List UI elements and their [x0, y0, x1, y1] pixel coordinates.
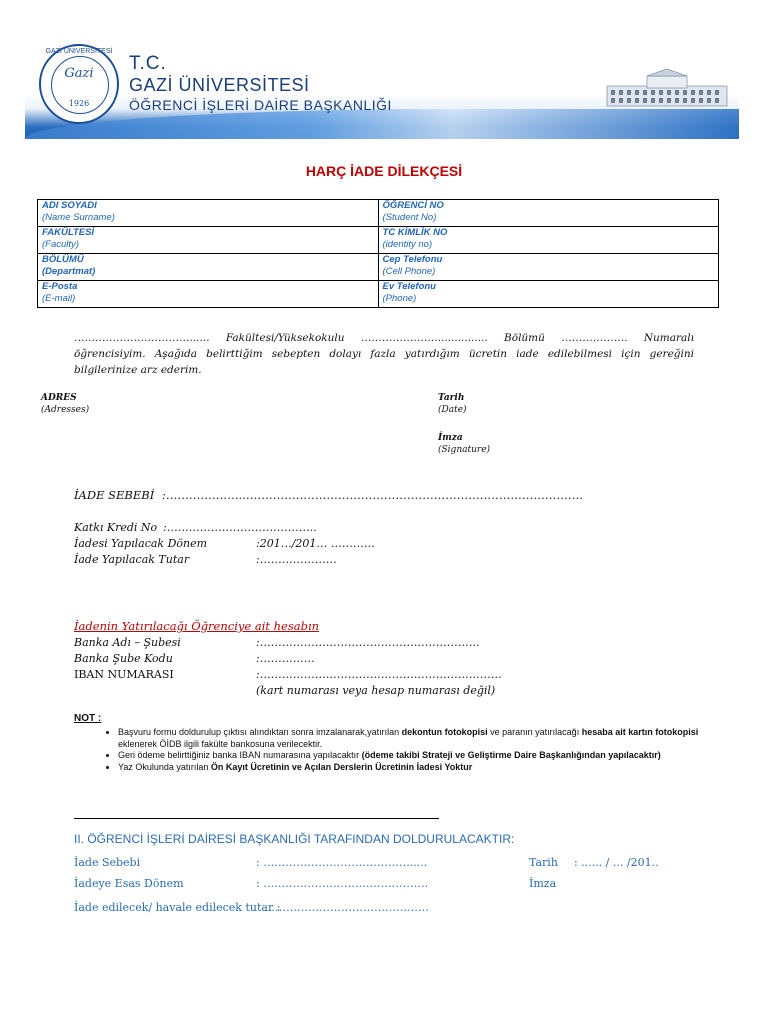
- list-item: [118, 762, 728, 774]
- header-banner: [25, 38, 739, 139]
- header-swoosh: [25, 109, 739, 139]
- s2-date-input[interactable]: : ...... / ... /201..: [574, 856, 659, 869]
- request-paragraph: ……………………………...... Fakültesi/Yüksekokulu …………………................ Bölümü ………………. Numaralı öğrencisiyim. Aşağıda belirttiğim sebepten dolayı fazla yatırdığım ücretin iade edilebilmesi için gereğini bilgilerinize arz ederim.: [74, 332, 694, 376]
- bank-code-input[interactable]: :……………: [256, 652, 315, 665]
- period-row: [74, 537, 375, 550]
- refund-reason-row: [74, 488, 583, 502]
- field-label: ADI SOYADI: [42, 200, 97, 211]
- note-text: Geri ödeme belirttiğiniz banka IBAN numarasına yapılacaktır: [118, 750, 362, 760]
- field-label: Cep Telefonu: [382, 254, 443, 265]
- date-block: [438, 392, 467, 416]
- cell-phone-field[interactable]: [378, 254, 719, 281]
- header-university: GAZİ ÜNİVERSİTESİ: [129, 75, 310, 95]
- field-label: ÖĞRENCİ NO: [382, 200, 444, 211]
- s2-period-label: İadeye Esas Dönem: [74, 877, 184, 890]
- field-label: FAKÜLTESİ: [42, 227, 95, 238]
- note-bold: hesaba ait kartın fotokopisi: [581, 727, 699, 737]
- date-sublabel: (Date): [438, 405, 467, 415]
- header-department: ÖĞRENCİ İŞLERİ DAİRE BAŞKANLIĞI: [129, 97, 392, 113]
- note-text: ve paranın yatırılacağı: [487, 727, 582, 737]
- table-row: [38, 281, 719, 308]
- identity-no-field[interactable]: [378, 227, 719, 254]
- field-sublabel: (Cell Phone): [382, 266, 436, 277]
- field-label: BÖLÜMÜ: [42, 254, 84, 265]
- note-bold: (ödeme takibi Strateji ve Geliştirme Daire Başkanlığından yapılacaktır): [361, 750, 661, 760]
- iban-label: IBAN NUMARASI: [74, 668, 174, 681]
- s2-sign-label: İmza: [529, 877, 557, 890]
- s2-reason-label: İade Sebebi: [74, 856, 141, 869]
- katki-label: Katkı Kredi No: [74, 521, 158, 534]
- field-sublabel: (Name Surname): [42, 212, 115, 223]
- s2-reason-input[interactable]: : …………………………………......: [256, 856, 428, 869]
- bank-code-label: Banka Şube Kodu: [74, 652, 173, 665]
- notes-label: NOT :: [74, 713, 102, 724]
- address-label: ADRES: [41, 393, 77, 403]
- faculty-field[interactable]: [38, 227, 379, 254]
- student-info-table: [37, 199, 719, 308]
- section-divider: [74, 818, 439, 819]
- table-row: [38, 227, 719, 254]
- refund-reason-label: İADE SEBEBİ: [74, 488, 155, 502]
- logo-year: 1926: [68, 99, 90, 108]
- department-field[interactable]: [38, 254, 379, 281]
- home-phone-field[interactable]: [378, 281, 719, 308]
- period-label: İadesi Yapılacak Dönem: [74, 537, 208, 550]
- field-sublabel: (identity no): [382, 239, 433, 250]
- signature-block: [438, 432, 490, 456]
- header-tc: T.C.: [129, 53, 167, 74]
- student-no-field[interactable]: [378, 200, 719, 227]
- iban-input[interactable]: :…………………………………………………………: [256, 668, 502, 681]
- amount-label: İade Yapılacak Tutar: [74, 553, 190, 566]
- katki-row: [74, 521, 317, 534]
- note-text: Başvuru formu doldurulup çıktısı alındıktan sonra imzalanarak,yatırılan: [118, 727, 402, 737]
- field-label: Ev Telefonu: [382, 281, 436, 292]
- page-title: HARÇ İADE DİLEKÇESİ: [305, 163, 463, 179]
- table-row: [38, 254, 719, 281]
- list-item: [118, 727, 728, 750]
- notes-list: [92, 727, 728, 773]
- building-illustration: [603, 68, 731, 110]
- bank-code-row: [74, 652, 315, 665]
- logo-monogram: Gazi: [64, 66, 94, 81]
- note-text: eklenerek ÖİDB ilgili fakülte bankosuna verilecektir.: [118, 738, 323, 749]
- table-row: [38, 200, 719, 227]
- bank-name-label: Banka Adı – Şubesi: [74, 636, 181, 649]
- amount-input[interactable]: :…………………: [256, 553, 337, 566]
- list-item: [118, 750, 728, 762]
- field-label: E-Posta: [42, 281, 78, 292]
- date-label: Tarih: [438, 393, 465, 403]
- note-text: Yaz Okulunda yatırılan: [118, 761, 211, 772]
- signature-label: İmza: [438, 433, 463, 443]
- s2-date-label: Tarih: [529, 856, 558, 869]
- email-field[interactable]: [38, 281, 379, 308]
- bank-name-row: [74, 636, 480, 649]
- s2-amount-label: İade edilecek/ havale edilecek tutar :: [74, 901, 281, 914]
- iban-row: [74, 668, 502, 681]
- s2-amount-input[interactable]: ………………………………………: [264, 901, 429, 914]
- field-label: TC KİMLİK NO: [382, 227, 448, 238]
- refund-reason-input[interactable]: :………………...…………………………………………………………………………….: [162, 488, 583, 502]
- field-sublabel: (Student No): [382, 212, 437, 223]
- logo-ring-text: GAZİ ÜNİVERSİTESİ: [45, 48, 113, 55]
- field-sublabel: (Departmat): [42, 266, 96, 277]
- iban-note: (kart numarası veya hesap numarası değil): [256, 684, 496, 697]
- katki-input[interactable]: :…………………………………..: [163, 521, 317, 534]
- amount-row: [74, 553, 337, 566]
- signature-sublabel: (Signature): [438, 445, 491, 455]
- address-block: [41, 392, 89, 416]
- bank-name-input[interactable]: :……………………………………………………: [256, 636, 480, 649]
- account-section-title: İadenin Yatırılacağı Öğrenciye ait hesabın: [74, 619, 320, 633]
- period-input[interactable]: :201…/201… …………: [256, 537, 375, 550]
- name-field[interactable]: [38, 200, 379, 227]
- address-sublabel: (Adresses): [41, 405, 90, 415]
- section2-title: II. ÖĞRENCİ İŞLERİ DAİRESİ BAŞKANLIĞI TARAFINDAN DOLDURULACAKTIR:: [74, 832, 515, 846]
- field-sublabel: (E-mail): [42, 293, 76, 304]
- field-sublabel: (Phone): [382, 293, 417, 304]
- note-bold: Ön Kayıt Ücretinin ve Açılan Derslerin Ücretinin İadesi Yoktur: [210, 761, 473, 772]
- s2-period-input[interactable]: : ………………………………………: [256, 877, 429, 890]
- university-logo: [39, 44, 119, 124]
- note-bold: dekontun fotokopisi: [401, 727, 488, 737]
- field-sublabel: (Faculty): [42, 239, 79, 250]
